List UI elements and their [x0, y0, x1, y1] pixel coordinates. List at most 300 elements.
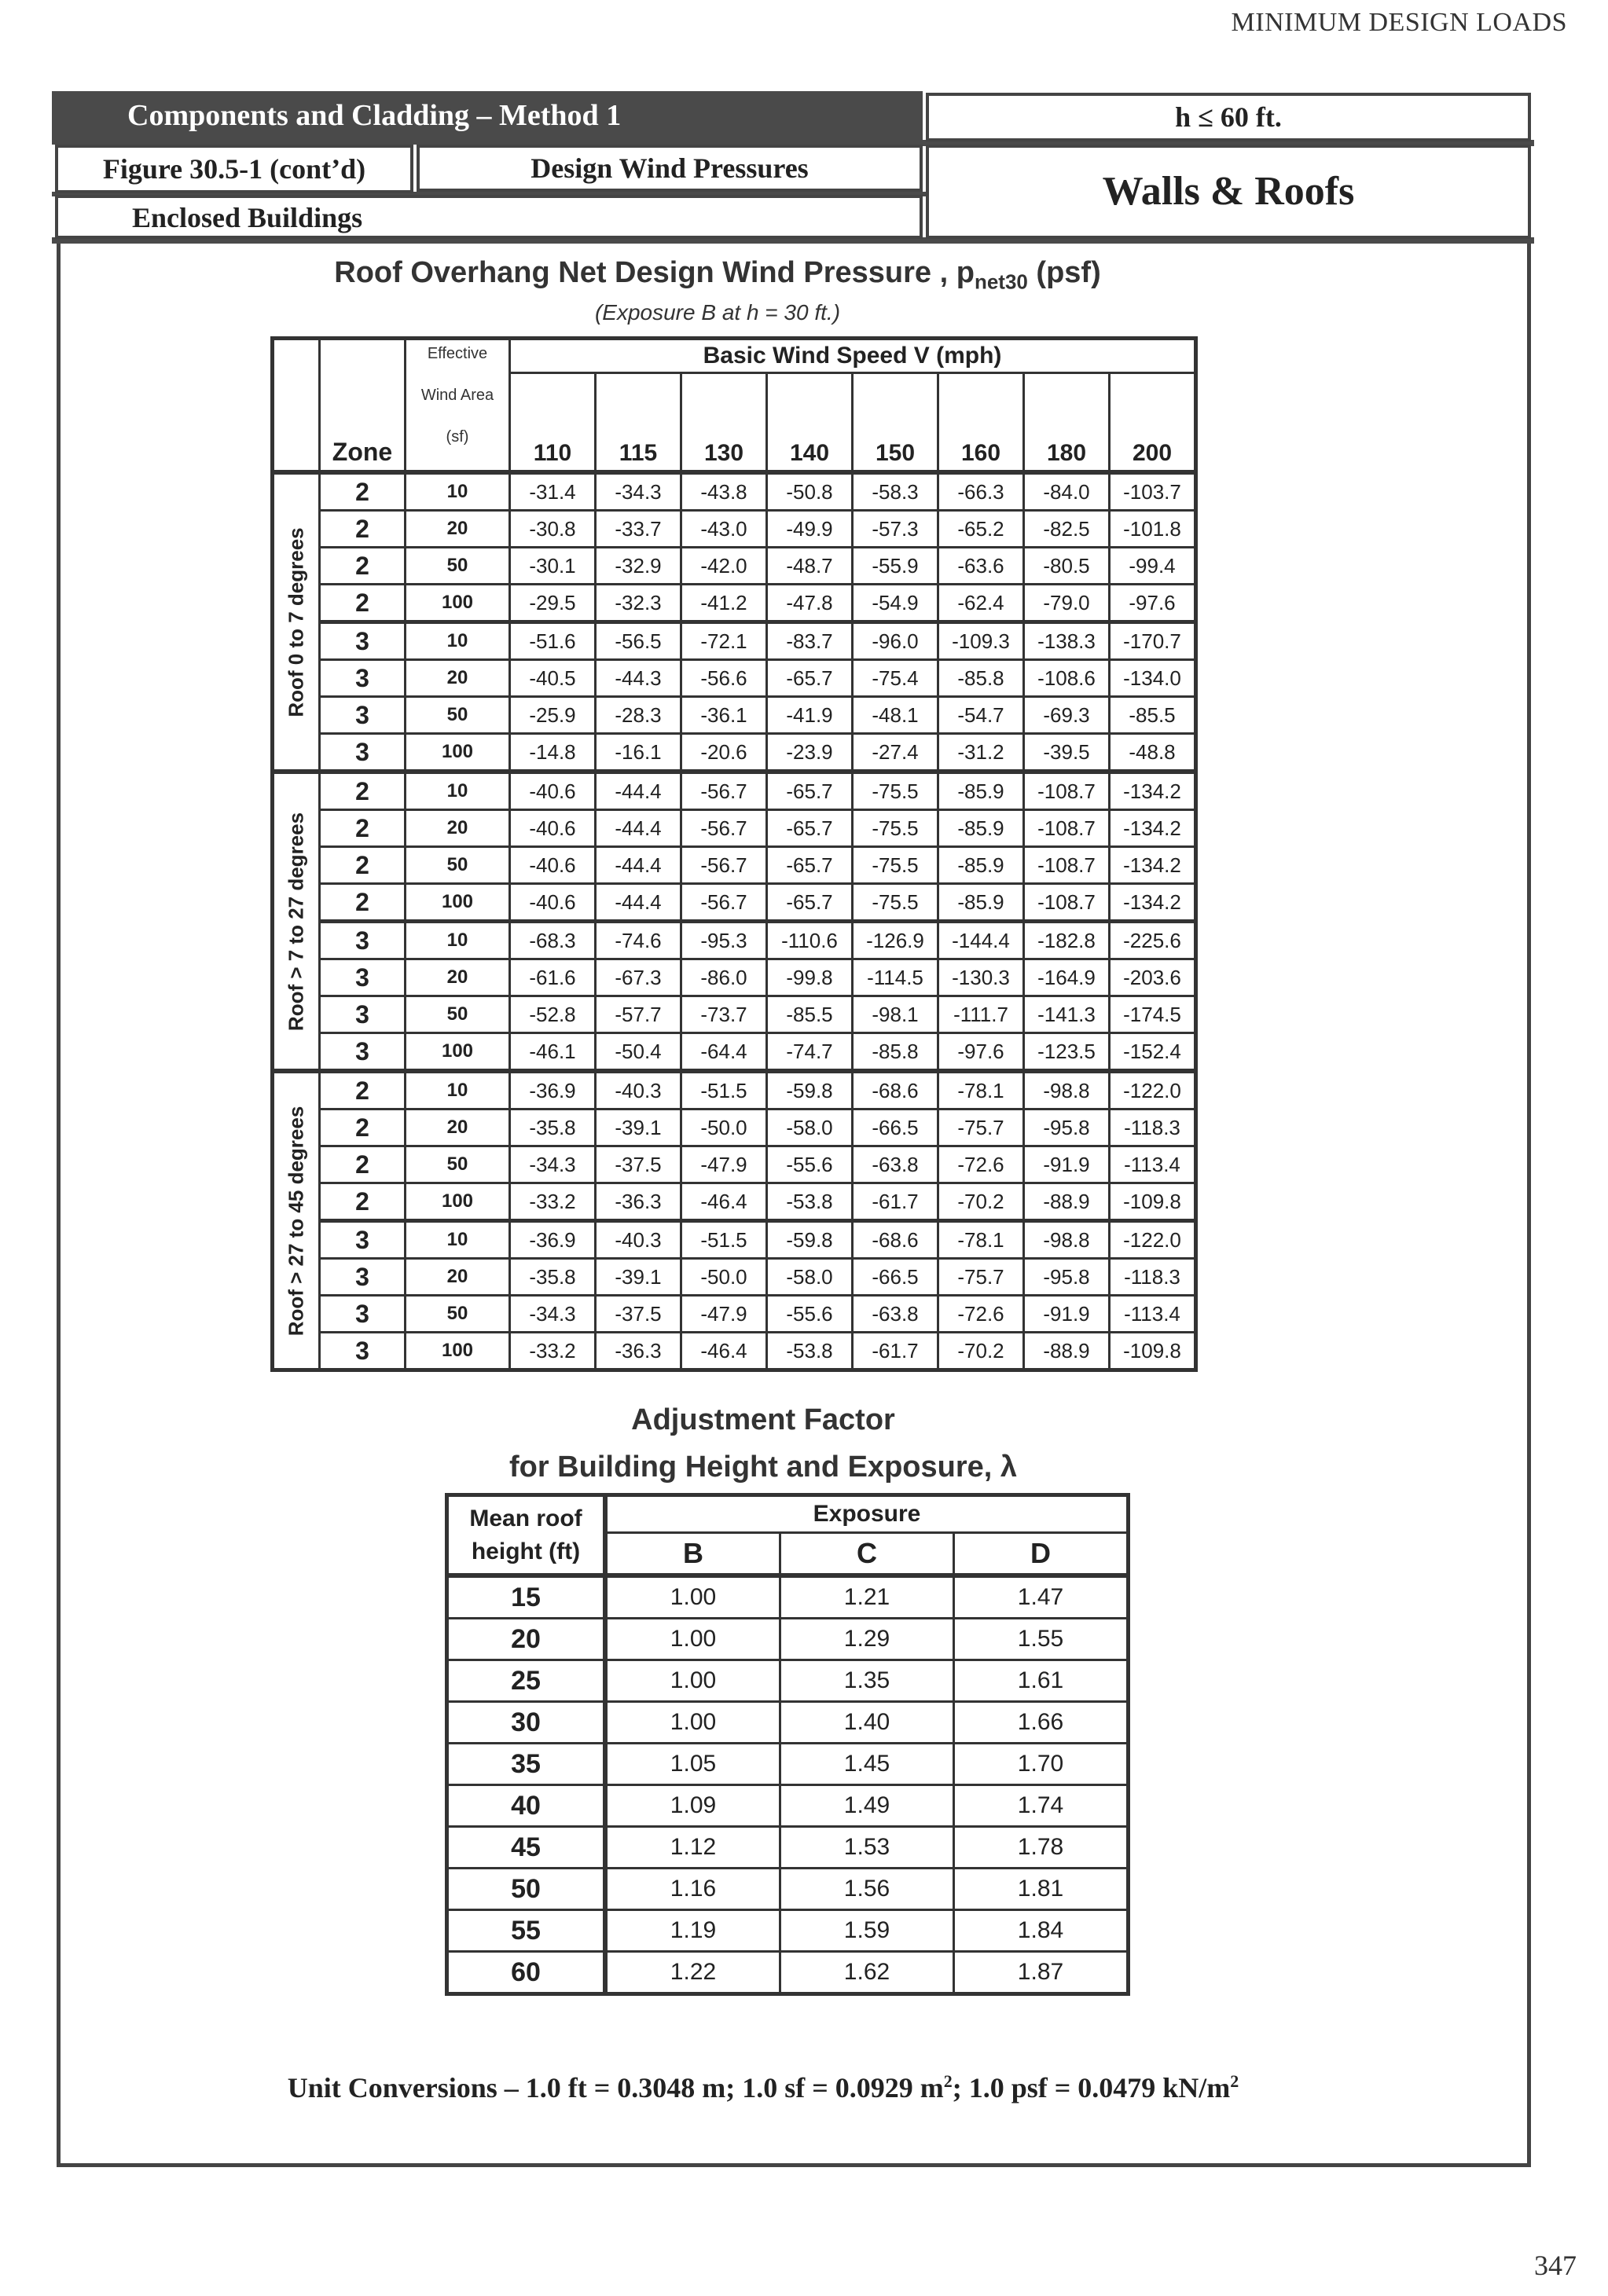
pressure-cell: -68.3 — [510, 922, 596, 959]
pressure-cell: -88.9 — [1024, 1183, 1110, 1221]
zone-cell: 3 — [320, 660, 406, 697]
pressure-cell: -66.5 — [853, 1259, 938, 1296]
pressure-cell: -41.9 — [767, 697, 853, 734]
zone-cell: 3 — [320, 1033, 406, 1072]
height-cell: 20 — [447, 1619, 606, 1660]
pressure-cell: -72.6 — [938, 1296, 1024, 1333]
pressure-cell: -40.6 — [510, 772, 596, 810]
pressure-cell: -65.2 — [938, 511, 1024, 548]
zone-cell: 2 — [320, 548, 406, 585]
table-row — [273, 847, 1196, 884]
pressure-cell: -58.3 — [853, 472, 938, 511]
factor-cell: 1.22 — [605, 1952, 780, 1994]
area-cell: 10 — [406, 472, 510, 511]
factor-cell: 1.70 — [954, 1744, 1129, 1785]
zone-cell: 2 — [320, 585, 406, 622]
pressure-cell: -108.7 — [1024, 772, 1110, 810]
table-row — [273, 959, 1196, 996]
pressure-cell: -103.7 — [1110, 472, 1196, 511]
pressure-cell: -56.6 — [681, 660, 767, 697]
factor-cell: 1.47 — [954, 1575, 1129, 1619]
table-row — [273, 472, 1196, 511]
zone-cell: 3 — [320, 922, 406, 959]
pressure-cell: -170.7 — [1110, 622, 1196, 660]
pressure-cell: -85.9 — [938, 884, 1024, 922]
zone-cell: 3 — [320, 1333, 406, 1370]
pressure-cell: -59.8 — [767, 1221, 853, 1259]
pressure-cell: -30.8 — [510, 511, 596, 548]
area-cell: 50 — [406, 996, 510, 1033]
table-row — [447, 1827, 1129, 1869]
area-header-line3: (sf) — [446, 428, 469, 446]
table-row — [273, 1071, 1196, 1109]
pressure-cell: -114.5 — [853, 959, 938, 996]
pressure-cell: -43.8 — [681, 472, 767, 511]
pressure-cell: -134.2 — [1110, 847, 1196, 884]
roof-slope-group-label — [273, 772, 320, 1071]
factor-cell: 1.21 — [780, 1575, 954, 1619]
area-cell: 50 — [406, 548, 510, 585]
pressure-cell: -62.4 — [938, 585, 1024, 622]
table-row — [447, 1869, 1129, 1910]
factor-cell: 1.49 — [780, 1785, 954, 1827]
pressure-cell: -101.8 — [1110, 511, 1196, 548]
table-row — [447, 1660, 1129, 1702]
table-row — [273, 772, 1196, 810]
area-cell: 10 — [406, 1221, 510, 1259]
factor-cell: 1.05 — [605, 1744, 780, 1785]
height-cell: 40 — [447, 1785, 606, 1827]
table-row — [273, 660, 1196, 697]
factor-cell: 1.16 — [605, 1869, 780, 1910]
wind-speed-header: Basic Wind Speed V (mph) — [510, 339, 1196, 373]
pressure-cell: -91.9 — [1024, 1296, 1110, 1333]
pressure-cell: -56.7 — [681, 772, 767, 810]
table-row — [273, 622, 1196, 660]
area-cell: 20 — [406, 511, 510, 548]
unit-sup-2: 2 — [1230, 2071, 1239, 2091]
table-row — [447, 1910, 1129, 1952]
pressure-cell: -85.5 — [767, 996, 853, 1033]
zone-cell: 2 — [320, 1146, 406, 1183]
pressure-cell: -56.7 — [681, 810, 767, 847]
table-row — [273, 1221, 1196, 1259]
factor-cell: 1.12 — [605, 1827, 780, 1869]
factor-cell: 1.55 — [954, 1619, 1129, 1660]
pressure-cell: -33.2 — [510, 1333, 596, 1370]
pressure-cell: -56.7 — [681, 847, 767, 884]
pressure-cell: -108.7 — [1024, 847, 1110, 884]
figure-title: Design Wind Pressures — [417, 145, 923, 192]
pressure-cell: -61.7 — [853, 1183, 938, 1221]
pressure-cell: -46.1 — [510, 1033, 596, 1072]
factor-cell: 1.00 — [605, 1660, 780, 1702]
pressure-cell: -97.6 — [938, 1033, 1024, 1072]
pressure-cell: -50.8 — [767, 472, 853, 511]
table-row — [273, 548, 1196, 585]
area-cell: 20 — [406, 1109, 510, 1146]
pressure-cell: -47.9 — [681, 1146, 767, 1183]
pressure-cell: -23.9 — [767, 734, 853, 772]
pressure-cell: -40.6 — [510, 884, 596, 922]
pressure-cell: -54.9 — [853, 585, 938, 622]
area-header-line2: Wind Area — [420, 387, 494, 404]
pressure-cell: -47.9 — [681, 1296, 767, 1333]
pressure-cell: -174.5 — [1110, 996, 1196, 1033]
pressure-cell: -85.9 — [938, 772, 1024, 810]
factor-cell: 1.09 — [605, 1785, 780, 1827]
pressure-cell: -33.2 — [510, 1183, 596, 1221]
title-subscript: net30 — [974, 270, 1028, 294]
area-header-line1: Effective — [427, 345, 488, 362]
pressure-cell: -134.2 — [1110, 884, 1196, 922]
pressure-cell: -65.7 — [767, 660, 853, 697]
pressure-cell: -86.0 — [681, 959, 767, 996]
pressure-cell: -49.9 — [767, 511, 853, 548]
roof-slope-text: Roof 0 to 7 degrees — [284, 526, 308, 717]
pressure-cell: -67.3 — [596, 959, 681, 996]
pressure-cell: -28.3 — [596, 697, 681, 734]
pressure-cell: -134.0 — [1110, 660, 1196, 697]
height-cell: 50 — [447, 1869, 606, 1910]
factor-cell: 1.19 — [605, 1910, 780, 1952]
table-row — [273, 511, 1196, 548]
factor-cell: 1.45 — [780, 1744, 954, 1785]
adjustment-factor-table — [445, 1493, 1130, 1996]
area-cell: 100 — [406, 1333, 510, 1370]
pressure-cell: -34.3 — [510, 1296, 596, 1333]
page-number: 347 — [1534, 2250, 1577, 2281]
zone-cell: 3 — [320, 1221, 406, 1259]
pressure-cell: -79.0 — [1024, 585, 1110, 622]
pressure-cell: -63.8 — [853, 1146, 938, 1183]
pressure-cell: -108.7 — [1024, 884, 1110, 922]
pressure-cell: -85.8 — [853, 1033, 938, 1072]
pressure-cell: -40.6 — [510, 847, 596, 884]
area-cell: 100 — [406, 734, 510, 772]
table-row — [273, 1146, 1196, 1183]
pressure-cell: -51.5 — [681, 1071, 767, 1109]
pressure-cell: -72.6 — [938, 1146, 1024, 1183]
pressure-cell: -30.1 — [510, 548, 596, 585]
pressure-cell: -40.3 — [596, 1221, 681, 1259]
pressure-cell: -36.9 — [510, 1071, 596, 1109]
factor-cell: 1.59 — [780, 1910, 954, 1952]
pressure-cell: -75.5 — [853, 847, 938, 884]
pressure-cell: -122.0 — [1110, 1221, 1196, 1259]
exposure-header: Exposure — [605, 1495, 1129, 1533]
pressure-cell: -113.4 — [1110, 1296, 1196, 1333]
pressure-cell: -84.0 — [1024, 472, 1110, 511]
height-cell: 45 — [447, 1827, 606, 1869]
pressure-cell: -55.6 — [767, 1146, 853, 1183]
pressure-cell: -56.5 — [596, 622, 681, 660]
speed-column-header: 160 — [938, 373, 1024, 473]
area-cell: 50 — [406, 697, 510, 734]
pressure-cell: -43.0 — [681, 511, 767, 548]
scope-label: Walls & Roofs — [926, 145, 1531, 239]
mean-roof-height-header: Mean roof height (ft) — [447, 1495, 606, 1576]
pressure-cell: -63.6 — [938, 548, 1024, 585]
pressure-cell: -95.3 — [681, 922, 767, 959]
table-row — [273, 1109, 1196, 1146]
pressure-cell: -98.8 — [1024, 1221, 1110, 1259]
pressure-cell: -78.1 — [938, 1221, 1024, 1259]
pressure-cell: -85.9 — [938, 810, 1024, 847]
pressure-cell: -109.8 — [1110, 1183, 1196, 1221]
pressure-cell: -80.5 — [1024, 548, 1110, 585]
pressure-cell: -182.8 — [1024, 922, 1110, 959]
height-cell: 25 — [447, 1660, 606, 1702]
area-header — [406, 339, 510, 473]
pressure-cell: -152.4 — [1110, 1033, 1196, 1072]
zone-cell: 3 — [320, 734, 406, 772]
pressure-cell: -41.2 — [681, 585, 767, 622]
pressure-cell: -48.1 — [853, 697, 938, 734]
pressure-cell: -47.8 — [767, 585, 853, 622]
zone-cell: 3 — [320, 622, 406, 660]
pressure-cell: -61.7 — [853, 1333, 938, 1370]
height-limit: h ≤ 60 ft. — [926, 93, 1531, 141]
pressure-cell: -98.8 — [1024, 1071, 1110, 1109]
pressure-cell: -37.5 — [596, 1146, 681, 1183]
table-row — [447, 1702, 1129, 1744]
pressure-cell: -74.7 — [767, 1033, 853, 1072]
factor-cell: 1.66 — [954, 1702, 1129, 1744]
pressure-cell: -32.3 — [596, 585, 681, 622]
table-row — [273, 1333, 1196, 1370]
area-cell: 100 — [406, 1183, 510, 1221]
factor-cell: 1.29 — [780, 1619, 954, 1660]
pressure-cell: -58.0 — [767, 1259, 853, 1296]
unit-text-1: Unit Conversions – 1.0 ft = 0.3048 m; 1.0 sf = 0.0929 m — [287, 2072, 944, 2103]
area-cell: 20 — [406, 959, 510, 996]
pressure-cell: -53.8 — [767, 1333, 853, 1370]
pressure-cell: -123.5 — [1024, 1033, 1110, 1072]
pressure-cell: -65.7 — [767, 772, 853, 810]
table-row — [273, 996, 1196, 1033]
pressure-cell: -66.5 — [853, 1109, 938, 1146]
pressure-cell: -44.4 — [596, 884, 681, 922]
unit-sup-1: 2 — [943, 2071, 953, 2091]
pressure-cell: -82.5 — [1024, 511, 1110, 548]
pressure-cell: -57.7 — [596, 996, 681, 1033]
pressure-cell: -225.6 — [1110, 922, 1196, 959]
pressure-cell: -73.7 — [681, 996, 767, 1033]
exposure-column-header: D — [954, 1533, 1129, 1576]
pressure-cell: -25.9 — [510, 697, 596, 734]
zone-cell: 2 — [320, 1109, 406, 1146]
pressure-cell: -52.8 — [510, 996, 596, 1033]
roof-slope-text: Roof > 7 to 27 degrees — [284, 812, 308, 1031]
factor-cell: 1.87 — [954, 1952, 1129, 1994]
area-cell: 10 — [406, 922, 510, 959]
pressure-cell: -44.4 — [596, 810, 681, 847]
overhang-pressure-table — [270, 336, 1198, 1372]
pressure-cell: -44.3 — [596, 660, 681, 697]
zone-cell: 3 — [320, 1296, 406, 1333]
pressure-cell: -85.8 — [938, 660, 1024, 697]
pressure-cell: -56.7 — [681, 884, 767, 922]
pressure-cell: -20.6 — [681, 734, 767, 772]
pressure-cell: -98.1 — [853, 996, 938, 1033]
pressure-cell: -54.7 — [938, 697, 1024, 734]
pressure-cell: -99.8 — [767, 959, 853, 996]
pressure-cell: -36.3 — [596, 1183, 681, 1221]
speed-column-header: 115 — [596, 373, 681, 473]
factor-cell: 1.84 — [954, 1910, 1129, 1952]
pressure-cell: -164.9 — [1024, 959, 1110, 996]
pressure-cell: -50.4 — [596, 1033, 681, 1072]
pressure-cell: -122.0 — [1110, 1071, 1196, 1109]
roof-slope-group-label — [273, 1071, 320, 1370]
overhang-table-title — [0, 256, 1435, 295]
pressure-cell: -70.2 — [938, 1333, 1024, 1370]
pressure-cell: -75.7 — [938, 1109, 1024, 1146]
pressure-cell: -53.8 — [767, 1183, 853, 1221]
pressure-cell: -95.8 — [1024, 1109, 1110, 1146]
speed-column-header: 130 — [681, 373, 767, 473]
pressure-cell: -37.5 — [596, 1296, 681, 1333]
pressure-cell: -75.5 — [853, 884, 938, 922]
table-row — [273, 922, 1196, 959]
area-cell: 50 — [406, 1146, 510, 1183]
pressure-cell: -68.6 — [853, 1221, 938, 1259]
pressure-cell: -99.4 — [1110, 548, 1196, 585]
pressure-cell: -144.4 — [938, 922, 1024, 959]
pressure-cell: -75.5 — [853, 772, 938, 810]
pressure-cell: -40.5 — [510, 660, 596, 697]
zone-cell: 2 — [320, 772, 406, 810]
method-banner: Components and Cladding – Method 1 — [52, 91, 923, 140]
pressure-cell: -55.9 — [853, 548, 938, 585]
table-row — [273, 1296, 1196, 1333]
pressure-cell: -48.7 — [767, 548, 853, 585]
pressure-cell: -58.0 — [767, 1109, 853, 1146]
zone-cell: 2 — [320, 810, 406, 847]
unit-text-2: ; 1.0 psf = 0.0479 kN/m — [952, 2072, 1231, 2103]
area-cell: 20 — [406, 1259, 510, 1296]
pressure-cell: -70.2 — [938, 1183, 1024, 1221]
pressure-cell: -35.8 — [510, 1259, 596, 1296]
pressure-cell: -109.8 — [1110, 1333, 1196, 1370]
pressure-cell: -203.6 — [1110, 959, 1196, 996]
pressure-cell: -51.6 — [510, 622, 596, 660]
pressure-cell: -108.6 — [1024, 660, 1110, 697]
speed-column-header: 110 — [510, 373, 596, 473]
adjustment-subtitle: for Building Height and Exposure, λ — [508, 1451, 1018, 1484]
factor-cell: 1.00 — [605, 1575, 780, 1619]
pressure-cell: -126.9 — [853, 922, 938, 959]
zone-cell: 2 — [320, 472, 406, 511]
area-cell: 10 — [406, 1071, 510, 1109]
pressure-cell: -46.4 — [681, 1183, 767, 1221]
table-row — [273, 697, 1196, 734]
exposure-column-header: B — [605, 1533, 780, 1576]
pressure-cell: -51.5 — [681, 1221, 767, 1259]
table-row — [447, 1619, 1129, 1660]
pressure-cell: -27.4 — [853, 734, 938, 772]
unit-conversions — [0, 2071, 1526, 2104]
speed-column-header: 150 — [853, 373, 938, 473]
pressure-cell: -48.8 — [1110, 734, 1196, 772]
area-cell: 50 — [406, 1296, 510, 1333]
pressure-cell: -39.1 — [596, 1259, 681, 1296]
zone-cell: 2 — [320, 511, 406, 548]
pressure-cell: -14.8 — [510, 734, 596, 772]
roof-slope-group-label — [273, 472, 320, 772]
factor-cell: 1.56 — [780, 1869, 954, 1910]
area-cell: 20 — [406, 810, 510, 847]
height-cell: 30 — [447, 1702, 606, 1744]
pressure-cell: -34.3 — [510, 1146, 596, 1183]
pressure-cell: -65.7 — [767, 810, 853, 847]
title-text: Roof Overhang Net Design Wind Pressure , p — [334, 256, 975, 289]
pressure-cell: -91.9 — [1024, 1146, 1110, 1183]
exposure-column-header: C — [780, 1533, 954, 1576]
factor-cell: 1.40 — [780, 1702, 954, 1744]
table-row — [447, 1785, 1129, 1827]
factor-cell: 1.00 — [605, 1702, 780, 1744]
height-cell: 55 — [447, 1910, 606, 1952]
pressure-cell: -66.3 — [938, 472, 1024, 511]
table-row — [447, 1744, 1129, 1785]
figure-number: Figure 30.5-1 (cont’d) — [55, 145, 413, 193]
pressure-cell: -61.6 — [510, 959, 596, 996]
pressure-cell: -110.6 — [767, 922, 853, 959]
pressure-cell: -40.3 — [596, 1071, 681, 1109]
pressure-cell: -74.6 — [596, 922, 681, 959]
pressure-cell: -42.0 — [681, 548, 767, 585]
area-cell: 100 — [406, 585, 510, 622]
pressure-cell: -134.2 — [1110, 772, 1196, 810]
pressure-cell: -50.0 — [681, 1109, 767, 1146]
overhang-table-subtitle: (Exposure B at h = 30 ft.) — [594, 300, 841, 325]
pressure-cell: -109.3 — [938, 622, 1024, 660]
pressure-cell: -44.4 — [596, 772, 681, 810]
roof-slope-text: Roof > 27 to 45 degrees — [284, 1106, 308, 1336]
pressure-cell: -69.3 — [1024, 697, 1110, 734]
table-row — [273, 585, 1196, 622]
pressure-cell: -33.7 — [596, 511, 681, 548]
pressure-cell: -29.5 — [510, 585, 596, 622]
zone-cell: 3 — [320, 959, 406, 996]
building-type: Enclosed Buildings — [55, 195, 923, 239]
zone-cell: 3 — [320, 996, 406, 1033]
area-cell: 10 — [406, 622, 510, 660]
pressure-cell: -16.1 — [596, 734, 681, 772]
factor-cell: 1.81 — [954, 1869, 1129, 1910]
pressure-cell: -130.3 — [938, 959, 1024, 996]
area-cell: 20 — [406, 660, 510, 697]
height-cell: 15 — [447, 1575, 606, 1619]
table-row — [273, 1183, 1196, 1221]
pressure-cell: -34.3 — [596, 472, 681, 511]
pressure-cell: -57.3 — [853, 511, 938, 548]
pressure-cell: -65.7 — [767, 847, 853, 884]
pressure-cell: -75.7 — [938, 1259, 1024, 1296]
factor-cell: 1.35 — [780, 1660, 954, 1702]
pressure-cell: -95.8 — [1024, 1259, 1110, 1296]
speed-column-header: 200 — [1110, 373, 1196, 473]
pressure-cell: -59.8 — [767, 1071, 853, 1109]
pressure-cell: -85.5 — [1110, 697, 1196, 734]
pressure-cell: -44.4 — [596, 847, 681, 884]
pressure-cell: -31.4 — [510, 472, 596, 511]
title-unit: (psf) — [1027, 256, 1101, 289]
pressure-cell: -36.9 — [510, 1221, 596, 1259]
zone-cell: 2 — [320, 884, 406, 922]
